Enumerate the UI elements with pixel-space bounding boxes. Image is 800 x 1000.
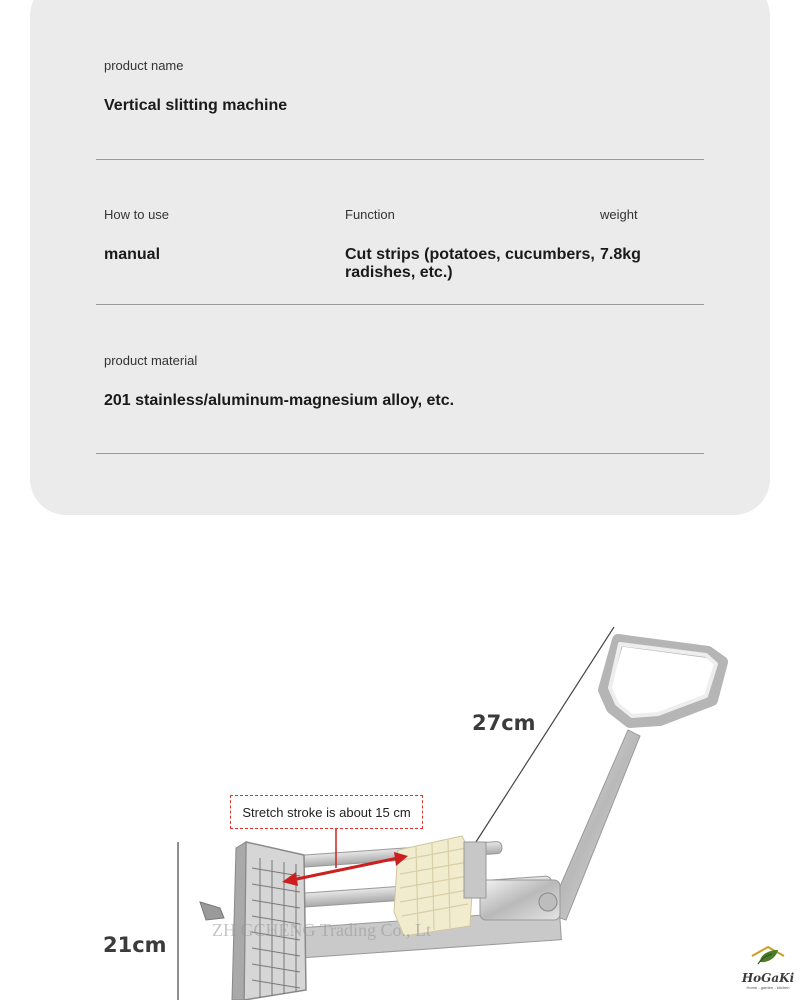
weight-value: 7.8kg [600,246,641,263]
weight-label: weight [600,207,638,222]
length-dim-label: 27cm [472,711,536,735]
height-dim-label: 21cm [103,933,167,957]
logo-tagline: Home - garden - kitchen [746,985,790,990]
divider [96,453,704,454]
how-to-use-label: How to use [104,207,170,222]
how-to-use-value: manual [104,246,161,263]
handle [548,640,722,920]
hogaki-logo [738,944,798,1000]
material-value: 201 stainless/aluminum-magnesium alloy, etc. [104,392,455,409]
stroke-note: Stretch stroke is about 15 cm [230,795,423,829]
function-value-line1: Cut strips (potatoes, cucumbers, [345,246,595,263]
material-label: product material [104,353,198,368]
function-value-line2: radishes, etc.) [345,264,453,281]
house-leaf-icon [748,944,788,966]
product-name-value: Vertical slitting machine [104,97,288,114]
function-label: Function [345,207,395,222]
divider [96,304,704,305]
product-name-label: product name [104,58,184,73]
divider [96,159,704,160]
logo-name: HoGaKi [741,971,795,985]
watermark: ZH GCHENG Trading Co., Lt [212,920,432,940]
